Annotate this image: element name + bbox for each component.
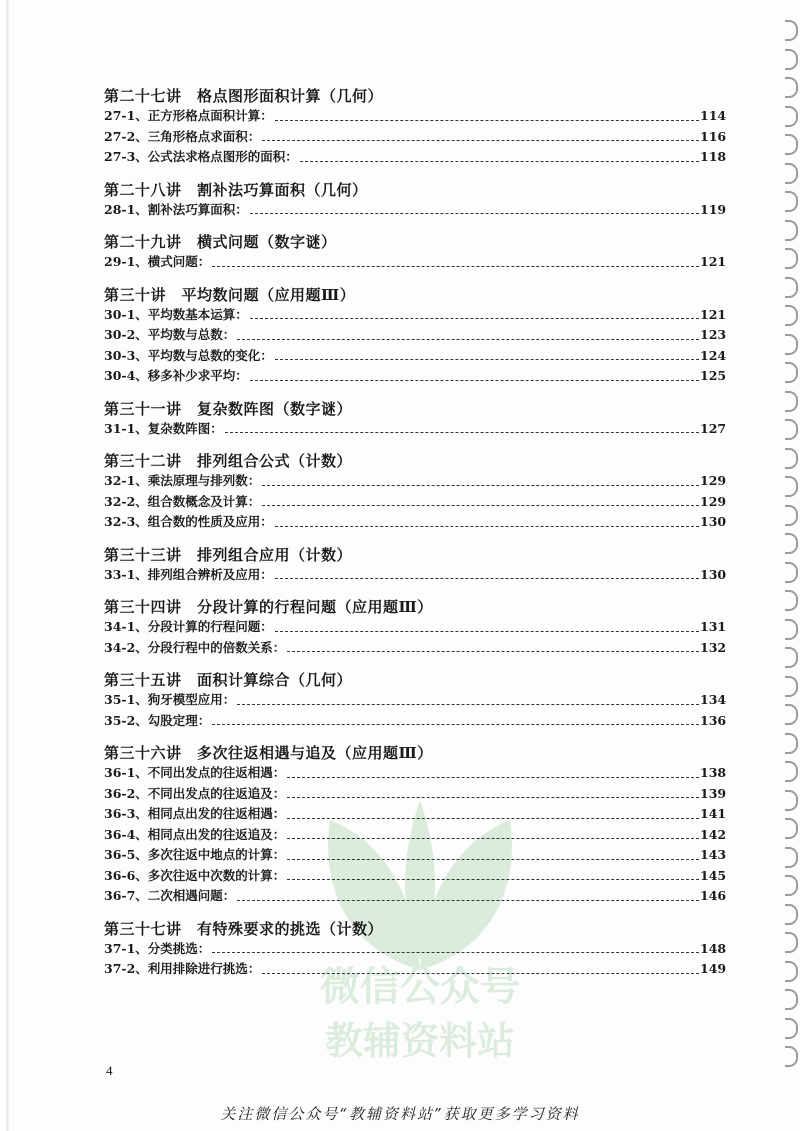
toc-entry bbox=[104, 512, 727, 533]
toc-section bbox=[104, 743, 727, 907]
dotted-leader bbox=[275, 120, 699, 121]
entry-page-number: 129 bbox=[700, 493, 727, 509]
entry-page-number: 141 bbox=[700, 806, 727, 821]
binding-ring bbox=[785, 163, 798, 184]
toc-section bbox=[104, 451, 727, 533]
entry-label: 30-4、移多补少求平均： bbox=[104, 368, 248, 383]
page-number: 4 bbox=[106, 1063, 113, 1078]
toc-entry bbox=[104, 959, 727, 980]
entry-page-number: 138 bbox=[700, 765, 727, 780]
toc-entry bbox=[104, 346, 727, 367]
binding-ring bbox=[785, 790, 798, 811]
entry-label: 36-7、二次相遇问题： bbox=[104, 888, 236, 903]
dotted-leader bbox=[300, 161, 699, 162]
binding-ring bbox=[785, 676, 798, 697]
toc-section bbox=[104, 399, 727, 440]
entry-page-number: 125 bbox=[700, 368, 727, 383]
dotted-leader bbox=[225, 432, 699, 433]
dotted-leader bbox=[250, 213, 699, 214]
binding-ring bbox=[785, 562, 798, 583]
entry-page-number: 134 bbox=[700, 692, 727, 707]
binding-ring bbox=[785, 818, 798, 839]
dotted-leader bbox=[237, 704, 699, 705]
toc-entry bbox=[104, 617, 727, 638]
entry-page-number: 136 bbox=[700, 712, 727, 728]
dotted-leader bbox=[287, 797, 699, 798]
toc-section bbox=[104, 670, 727, 731]
toc-entry bbox=[104, 939, 727, 960]
entry-page-number: 132 bbox=[700, 639, 727, 655]
toc-entry bbox=[104, 886, 727, 907]
dotted-leader bbox=[287, 818, 699, 819]
dotted-leader bbox=[250, 318, 699, 319]
section-title: 第三十五讲 面积计算综合（几何） bbox=[104, 671, 353, 689]
entry-label: 36-6、多次往返中次数的计算： bbox=[104, 867, 286, 883]
dotted-leader bbox=[275, 578, 699, 579]
dotted-leader bbox=[287, 838, 699, 839]
toc-entry bbox=[104, 305, 727, 326]
toc-entry bbox=[104, 763, 727, 784]
toc-entry bbox=[104, 471, 727, 492]
binding-ring bbox=[785, 733, 798, 754]
entry-page-number: 114 bbox=[700, 108, 727, 123]
binding-ring bbox=[785, 505, 798, 526]
dotted-leader bbox=[212, 952, 699, 953]
binding-ring bbox=[785, 448, 798, 469]
toc-entry bbox=[104, 804, 727, 825]
entry-page-number: 124 bbox=[700, 347, 727, 363]
binding-ring bbox=[785, 619, 798, 640]
entry-page-number: 116 bbox=[700, 128, 727, 144]
binding-ring bbox=[785, 932, 798, 953]
entry-page-number: 130 bbox=[700, 566, 727, 582]
binding-ring bbox=[785, 277, 798, 298]
toc-entry bbox=[104, 565, 727, 586]
entry-label: 27-2、三角形格点求面积： bbox=[104, 128, 261, 144]
entry-label: 34-2、分段行程中的倍数关系： bbox=[104, 639, 286, 655]
binding-ring bbox=[785, 875, 798, 896]
binding-ring bbox=[785, 391, 798, 412]
table-of-contents bbox=[104, 86, 727, 992]
binding-ring bbox=[785, 305, 798, 326]
toc-entry bbox=[104, 690, 727, 711]
binding-ring bbox=[785, 220, 798, 241]
binding-ring bbox=[785, 647, 798, 668]
section-title: 第二十八讲 割补法巧算面积（几何） bbox=[104, 180, 368, 199]
entry-page-number: 123 bbox=[700, 327, 727, 342]
entry-label: 36-4、相同点出发的往返追及： bbox=[104, 826, 286, 842]
entry-label: 30-2、平均数与总数： bbox=[104, 327, 236, 342]
entry-page-number: 130 bbox=[700, 514, 727, 529]
binding-ring bbox=[785, 419, 798, 440]
entry-page-number: 139 bbox=[700, 785, 727, 801]
section-title: 第三十四讲 分段计算的行程问题（应用题Ⅲ） bbox=[104, 598, 433, 616]
page-left-edge-shadow bbox=[6, 0, 9, 1131]
entry-page-number: 142 bbox=[700, 826, 727, 842]
toc-entry bbox=[104, 711, 727, 732]
binding-ring bbox=[785, 49, 798, 70]
binding-ring bbox=[785, 1046, 798, 1067]
toc-entry bbox=[104, 366, 727, 387]
binding-ring bbox=[785, 134, 798, 155]
toc-entry bbox=[104, 419, 727, 440]
watermark-line-1: 微信公众号 bbox=[320, 964, 520, 1010]
toc-entry bbox=[104, 252, 727, 273]
dotted-leader bbox=[262, 485, 699, 486]
binding-ring bbox=[785, 533, 798, 554]
binding-ring bbox=[785, 191, 798, 212]
dotted-leader bbox=[275, 526, 699, 527]
toc-section bbox=[104, 86, 727, 168]
dotted-leader bbox=[250, 380, 699, 381]
dotted-leader bbox=[212, 266, 699, 267]
dotted-leader bbox=[287, 651, 699, 652]
section-title: 第三十六讲 多次往返相遇与追及（应用题Ⅲ） bbox=[104, 744, 433, 762]
entry-label: 37-1、分类挑选： bbox=[104, 940, 211, 956]
section-title: 第三十讲 平均数问题（应用题Ⅲ） bbox=[104, 285, 356, 304]
binding-ring bbox=[785, 989, 798, 1010]
entry-label: 29-1、横式问题： bbox=[104, 254, 211, 269]
toc-section bbox=[104, 180, 727, 221]
entry-label: 35-2、勾股定理： bbox=[104, 712, 211, 728]
dotted-leader bbox=[262, 973, 699, 974]
binding-ring bbox=[785, 334, 798, 355]
entry-page-number: 145 bbox=[700, 867, 727, 883]
dotted-leader bbox=[237, 339, 699, 340]
toc-entry bbox=[104, 127, 727, 148]
entry-page-number: 149 bbox=[700, 961, 727, 976]
entry-page-number: 118 bbox=[700, 149, 727, 164]
binding-ring bbox=[785, 248, 798, 269]
section-title: 第三十七讲 有特殊要求的挑选（计数） bbox=[104, 919, 384, 938]
binding-ring bbox=[785, 904, 798, 925]
entry-label: 27-1、正方形格点面积计算： bbox=[104, 108, 273, 123]
section-title: 第二十九讲 横式问题（数字谜） bbox=[104, 233, 337, 251]
toc-entry bbox=[104, 825, 727, 846]
binding-ring bbox=[785, 704, 798, 725]
toc-entry bbox=[104, 200, 727, 221]
dotted-leader bbox=[287, 777, 699, 778]
section-title: 第三十三讲 排列组合应用（计数） bbox=[104, 545, 353, 564]
binding-ring bbox=[785, 1018, 798, 1039]
dotted-leader bbox=[212, 724, 699, 725]
binding-ring bbox=[785, 77, 798, 98]
watermark-line-2: 教辅资料站 bbox=[324, 1019, 515, 1063]
entry-label: 27-3、公式法求格点图形的面积： bbox=[104, 149, 298, 164]
binding-ring bbox=[785, 961, 798, 982]
toc-section bbox=[104, 919, 727, 980]
entry-page-number: 121 bbox=[700, 306, 727, 322]
entry-page-number: 119 bbox=[700, 201, 727, 217]
entry-label: 30-1、平均数基本运算： bbox=[104, 306, 248, 322]
entry-page-number: 129 bbox=[700, 473, 727, 488]
toc-entry bbox=[104, 325, 727, 346]
entry-label: 36-5、多次往返中地点的计算： bbox=[104, 847, 286, 862]
dotted-leader bbox=[262, 505, 699, 506]
binding-ring bbox=[785, 106, 798, 127]
entry-label: 36-2、不同出发点的往返追及： bbox=[104, 785, 286, 801]
dotted-leader bbox=[262, 140, 699, 141]
entry-page-number: 121 bbox=[700, 254, 727, 269]
binding-ring bbox=[785, 20, 798, 41]
entry-label: 36-1、不同出发点的往返相遇： bbox=[104, 765, 286, 780]
binding-ring bbox=[785, 761, 798, 782]
dotted-leader bbox=[275, 359, 699, 360]
entry-page-number: 148 bbox=[700, 940, 727, 956]
section-title: 第三十二讲 排列组合公式（计数） bbox=[104, 452, 353, 470]
entry-label: 34-1、分段计算的行程问题： bbox=[104, 619, 273, 634]
toc-section bbox=[104, 232, 727, 273]
entry-page-number: 127 bbox=[700, 420, 727, 436]
binding-ring bbox=[785, 362, 798, 383]
toc-entry bbox=[104, 147, 727, 168]
toc-section bbox=[104, 285, 727, 387]
toc-entry bbox=[104, 866, 727, 887]
spiral-binding bbox=[780, 20, 800, 1070]
entry-label: 36-3、相同点出发的往返相遇： bbox=[104, 806, 286, 821]
entry-label: 33-1、排列组合辨析及应用： bbox=[104, 566, 273, 582]
dotted-leader bbox=[275, 631, 699, 632]
footer-promo-text: 关注微信公众号“教辅资料站”获取更多学习资料 bbox=[220, 1105, 580, 1123]
entry-page-number: 143 bbox=[700, 847, 727, 862]
section-title: 第三十一讲 复杂数阵图（数字谜） bbox=[104, 399, 353, 418]
dotted-leader bbox=[287, 879, 699, 880]
entry-label: 37-2、利用排除进行挑选： bbox=[104, 961, 261, 976]
entry-page-number: 131 bbox=[700, 619, 727, 634]
toc-section bbox=[104, 545, 727, 586]
toc-section bbox=[104, 597, 727, 658]
toc-entry bbox=[104, 784, 727, 805]
dotted-leader bbox=[237, 900, 699, 901]
toc-entry bbox=[104, 106, 727, 127]
toc-entry bbox=[104, 638, 727, 659]
binding-ring bbox=[785, 590, 798, 611]
toc-entry bbox=[104, 845, 727, 866]
binding-ring bbox=[785, 847, 798, 868]
entry-label: 32-3、组合数的性质及应用： bbox=[104, 514, 273, 529]
toc-entry bbox=[104, 492, 727, 513]
entry-label: 30-3、平均数与总数的变化： bbox=[104, 347, 273, 363]
dotted-leader bbox=[287, 859, 699, 860]
entry-label: 32-1、乘法原理与排列数： bbox=[104, 473, 261, 488]
binding-ring bbox=[785, 476, 798, 497]
section-title: 第二十七讲 格点图形面积计算（几何） bbox=[104, 87, 384, 105]
entry-label: 31-1、复杂数阵图： bbox=[104, 420, 223, 436]
entry-label: 32-2、组合数概念及计算： bbox=[104, 493, 261, 509]
entry-page-number: 146 bbox=[700, 888, 727, 903]
entry-label: 28-1、割补法巧算面积： bbox=[104, 201, 248, 217]
entry-label: 35-1、狗牙模型应用： bbox=[104, 692, 236, 707]
